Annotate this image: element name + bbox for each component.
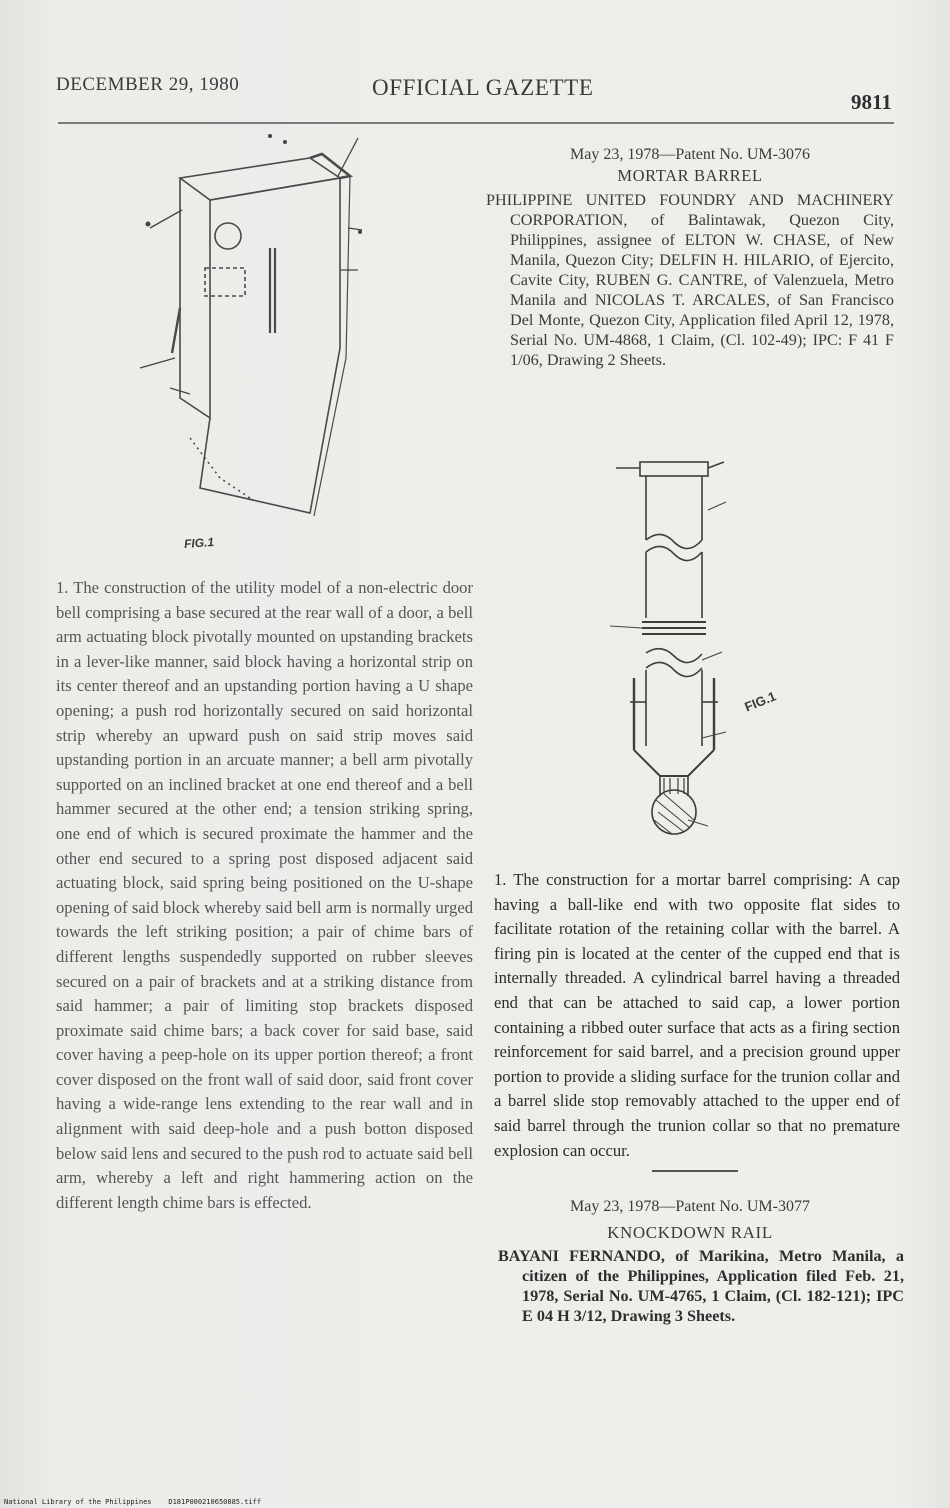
patent-1-title: MORTAR BARREL <box>617 166 763 185</box>
footer-library: National Library of the Philippines <box>4 1498 152 1506</box>
header-page-number: 9811 <box>851 90 892 114</box>
patent-1-assignee-block <box>486 190 894 370</box>
block-left-face <box>180 178 210 418</box>
lens-housing <box>205 268 245 296</box>
scan-footer <box>4 1498 261 1506</box>
patent-2-title: KNOCKDOWN RAIL <box>607 1223 773 1242</box>
footer-file-id: D181P000210650885.tiff <box>168 1498 262 1506</box>
barrel-slide-stop <box>640 462 708 476</box>
patent-2-date-line: May 23, 1978—Patent No. UM-3077 <box>570 1198 810 1215</box>
mortar-barrel-drawing <box>606 448 786 828</box>
mortar-barrel-claim-text: 1. The construction for a mortar barrel comprising: A cap having a ball-like end with two opposite flat sides to facilitate rotation of the retaining collar with the barrel. A firing pin is located at the center of the cupped end that is internally threaded. A cylindrical barrel having a threaded end that can be attached to said cap, a lower portion containing a ribbed outer surface that acts as a firing section reinforcement for said barrel, and a precision ground upper portion to provide a sliding surface for the trunion collar and a barrel slide stop removably attached to the upper end of said barrel through the trunion collar so that no premature explosion can occur. <box>494 870 900 1160</box>
peep-hole-circle <box>215 223 241 249</box>
block-top-face <box>180 158 340 200</box>
patent-2-assignee-block <box>498 1246 904 1326</box>
header-date: DECEMBER 29, 1980 <box>56 74 240 95</box>
patent-2-assignee-text: BAYANI FERNANDO, of Marikina, Metro Manila, a citizen of the Philippines, Application filed Feb. 21, 1978, Serial No. UM-4765, 1 Claim, (Cl. 182-121); IPC E 04 H 3/12, Drawing 3 Sheets. <box>498 1247 904 1325</box>
door-bell-drawing <box>110 118 370 538</box>
mortar-barrel-figure-label: FIG.1 <box>742 688 779 715</box>
door-bell-figure-label: FIG.1 <box>183 534 215 552</box>
patent-1-assignee-text: PHILIPPINE UNITED FOUNDRY AND MACHINERY CORPORATION, of Balintawak, Quezon City, Philippines, assignee of ELTON W. CHASE, of New Manila, Quezon City; DELFIN H. HILARIO, of Ejercito, Cavite City, RUBEN G. CANTRE, of Valenzuela, Metro Manila and NICOLAS T. ARCALES, of San Francisco Del Monte, Quezon City, Application filed April 12, 1978, Serial No. UM-4868, 1 Claim, (Cl. 102-49); IPC: F 41 F 1/06, Drawing 2 Sheets. <box>486 191 894 369</box>
mortar-barrel-claim <box>494 868 900 1163</box>
patent-1-date-line: May 23, 1978—Patent No. UM-3076 <box>570 146 810 163</box>
section-divider <box>652 1170 738 1172</box>
header-publication-title: OFFICIAL GAZETTE <box>372 75 594 100</box>
door-bell-claim <box>56 576 473 1215</box>
block-front-face <box>200 178 340 513</box>
door-bell-claim-text: 1. The construction of the utility model of a non-electric door bell comprising a base secured at the rear wall of a door, a bell arm actuating block pivotally mounted on upstanding brackets in a lever-like manner, said block having a horizontal strip on its center thereof and an upstanding portion having a U shape opening; a push rod horizontally secured on said horizontal strip whereby an upward push on said strip moves said upstanding portion in an arcuate manner; a bell arm pivotally supported on an inclined bracket at one end thereof and a bell hammer secured at the other end; a tension striking spring, one end of which is secured proximate the hammer and the other end secured to a spring post disposed adjacent said actuating block, said spring being positioned on the U-shape opening of said block whereby said bell arm is normally urged towards the left striking position; a pair of chime bars of different lengths suspendedly supported on rubber sleeves secured on a pair of brackets and at a striking distance from said hammer; a pair of limiting stop brackets disposed proximate said chime bars; a back cover for said base, said cover having a peep-hole on its upper portion thereof; a front cover disposed on the front wall of said door, said front cover having a wide-range lens extending to the rear wall and in alignment with said deep-hole and a push botton disposed below said lens and secured to the push rod to actuate said bell arm, whereby a left and right hammering action on the different length chime bars is effected. <box>56 578 473 1212</box>
